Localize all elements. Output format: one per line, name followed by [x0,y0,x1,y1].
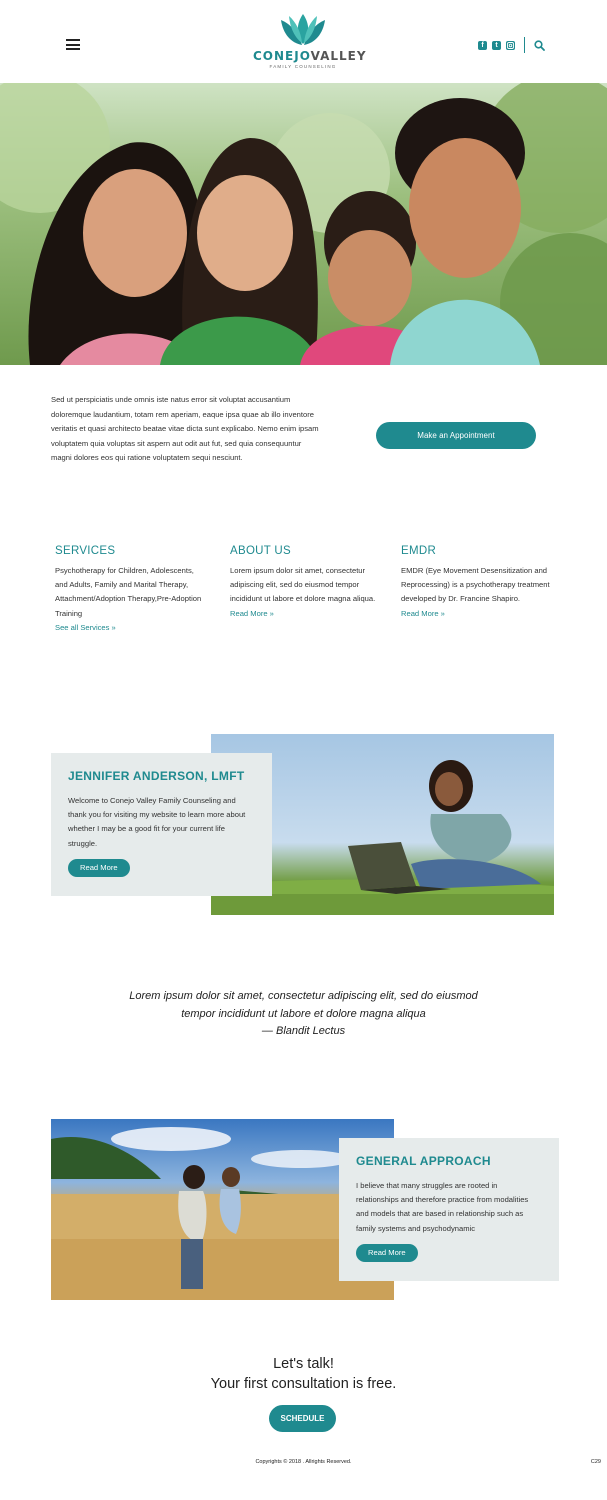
logo-subtitle: FAMILY COUNSELING [269,64,337,69]
search-icon[interactable] [534,40,545,51]
make-appointment-button[interactable]: Make an Appointment [376,422,536,449]
about-us-text: Lorem ipsum dolor sit amet, consectetur adipiscing elit, sed do eiusmod tempor incididunt ut labore et dolore magna aliqua. [230,566,376,604]
see-all-services-link[interactable]: See all Services » [55,622,116,632]
consultation-cta [0,1354,607,1394]
header-divider [524,37,525,53]
testimonial-quote [60,988,547,1041]
emdr-text: EMDR (Eye Movement Desensitization and Reprocessing) is a psychotherapy treatment developed by Dr. Francine Shapiro. [401,566,550,604]
cta-line-2: Your first consultation is free. [210,1376,397,1392]
general-approach-read-more-button[interactable]: Read More [356,1244,418,1262]
services-text: Psychotherapy for Children, Adolescents, and Adults, Family and Marital Therapy, Attachment/Adoption Therapy,Pre-Adoption Training [55,566,202,618]
intro-paragraph: Sed ut perspiciatis unde omnis iste natus error sit voluptat accusantium doloremque laudantium, totam rem aperiam, eaque ipsa quae ab illo inventore veritatis et quasi architecto beatae vitae dicta sunt explicabo. Nemo enim ipsam voluptatem quia voluptas sit aspern aut odit aut fut, sed quia consequuntur magni dolores eos qui ratione voluptatem sequi nesciunt. [51,395,319,462]
lotus-logo-icon [277,12,329,48]
footer-code: C29 [590,1459,601,1465]
quote-author: — Blandit Lectus [261,1025,346,1037]
logo-word-first: CONEJO [253,49,311,63]
general-approach-title: GENERAL APPROACH [356,1154,491,1168]
schedule-button[interactable]: SCHEDULE [269,1405,336,1432]
instagram-icon[interactable] [506,41,515,50]
jennifer-read-more-button[interactable]: Read More [68,859,130,877]
about-us-read-more-link[interactable]: Read More » [230,608,274,618]
services-column [55,545,205,635]
site-logo[interactable] [253,12,367,74]
twitter-icon[interactable]: t [492,41,501,50]
general-approach-text: I believe that many struggles are rooted in relationships and therefore practice from modalities and models that are based in relationship such as family systems and psychodynamic [356,1181,529,1233]
facebook-icon[interactable]: f [478,41,487,50]
cta-line-1: Let's talk! [273,1356,334,1372]
site-header [0,0,607,83]
logo-word-second: VALLEY [310,49,367,63]
about-us-title: ABOUT US [230,545,291,557]
hamburger-menu-icon[interactable] [66,39,80,50]
hero-illustration [0,83,607,365]
emdr-title: EMDR [401,545,437,557]
logo-wordmark [253,49,367,63]
general-approach-card [339,1138,559,1281]
services-title: SERVICES [55,545,116,557]
quote-line-2: tempor incididunt ut labore et dolore magna aliqua [181,1007,426,1020]
jennifer-title: JENNIFER ANDERSON, LMFT [68,769,245,783]
emdr-column [401,545,551,621]
jennifer-text: Welcome to Conejo Valley Family Counseling and thank you for visiting my website to learn more about whether I may be a good fit for your current life struggle. [68,796,246,848]
quote-line-1: Lorem ipsum dolor sit amet, consectetur adipiscing elit, sed do eiusmod [129,990,478,1002]
hero-family-photo [0,83,607,365]
jennifer-card [51,753,272,896]
emdr-read-more-link[interactable]: Read More » [401,608,445,618]
copyright-text: Copyrights © 2018 . Allrights Reserved. [255,1459,352,1465]
about-us-column [230,545,385,621]
header-social-links [478,38,545,52]
